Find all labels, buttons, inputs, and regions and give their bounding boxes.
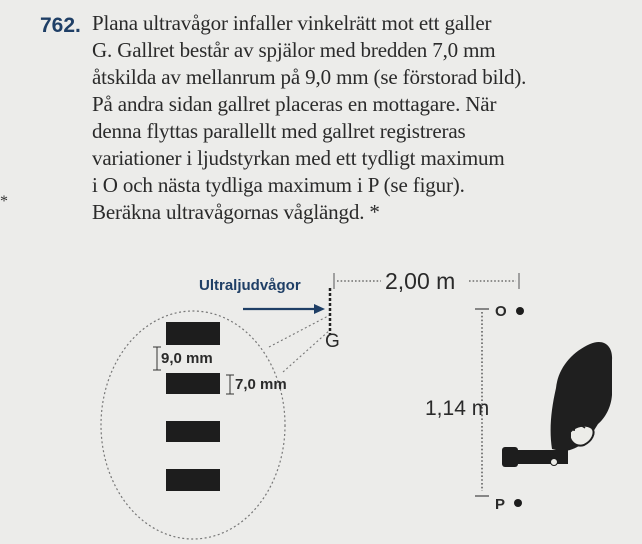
grating-label: G: [325, 331, 340, 352]
grating-bar: [166, 322, 220, 345]
statement-line: denna flyttas parallellt med gallret registreras: [92, 119, 466, 143]
grating-bar: [166, 469, 220, 491]
bar-label: 7,0 mm: [235, 376, 287, 393]
statement-line: i O och nästa tydliga maximum i P (se figur).: [92, 173, 465, 197]
statement-line: Beräkna ultravågornas våglängd. *: [92, 200, 380, 224]
grating-bar: [166, 373, 220, 394]
statement-line: G. Gallret består av spjälor med bredden 7,0 mm: [92, 38, 496, 62]
receiver-hand-icon: [502, 342, 612, 467]
statement-line: På andra sidan gallret placeras en mottagare. När: [92, 92, 497, 116]
problem-number: 762.: [40, 14, 81, 37]
wave-arrow-head: [314, 304, 325, 314]
statement-line: åtskilda av mellanrum på 9,0 mm (se förstorad bild).: [92, 65, 527, 89]
wave-label: Ultraljudvågor: [199, 277, 301, 294]
point-p-label: P: [495, 496, 506, 513]
distance-label: 2,00 m: [385, 268, 456, 294]
gap-label: 9,0 mm: [161, 350, 213, 367]
statement-line: Plana ultravågor infaller vinkelrätt mot ett galler: [92, 11, 492, 35]
grating-bar: [166, 421, 220, 442]
margin-star-marker: *: [0, 193, 8, 210]
height-label: 1,14 m: [425, 397, 490, 420]
point-o-label: O: [495, 303, 507, 320]
point-o-dot: [516, 307, 524, 315]
point-p-dot: [514, 499, 522, 507]
magnify-connector-line: [269, 315, 330, 347]
statement-line: variationer i ljudstyrkan med ett tydligt maximum: [92, 146, 505, 170]
